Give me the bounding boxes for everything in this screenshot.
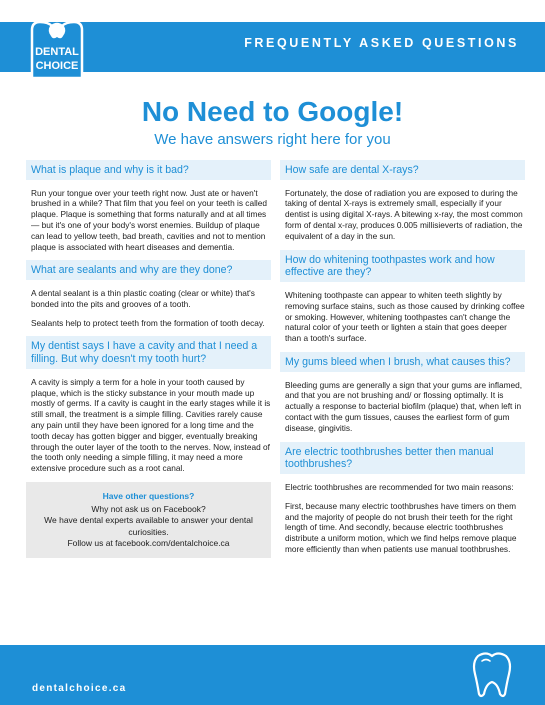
faq-question-cavity: My dentist says I have a cavity and that I need a filling. But why doesn't my tooth hurt? [26,336,271,368]
footer-band [0,645,545,705]
faq-answer: A cavity is simply a term for a hole in your tooth caused by plaque, which is the sticky substance in your mouth made up mostly of germs. If a cavity is caught in the early stages while it is still small, the treatment is a simple filling. Cavities rarely cause any pain until they have been ignored for a long time and the tooth decay has gotten bigger and bigger, eventually breaking through the outer layer of the tooth to the nerves. Now, instead of the tooth only needing a simple filling, it may need a more extensive procedure such as a root canal. [31,376,271,474]
faq-answer: Sealants help to protect teeth from the formation of tooth decay. [31,317,265,328]
facebook-callout [26,482,271,558]
faq-answer: First, because many electric toothbrushes have timers on them and the majority of people do not brush their teeth for the right length of time. And secondly, because electric toothbrushes distribute a uniform motion, which we find helps remove plaque more efficiently than when patients use manual toothbrushes. [285,500,517,554]
faq-question-electric: Are electric toothbrushes better then manual toothbrushes? [280,442,525,474]
tooth-logo-icon [49,23,66,38]
right-column [280,160,525,563]
faq-question-gums: My gums bleed when I brush, what causes this? [280,352,525,372]
callout-line: We have dental experts available to answer your dental curiosities. [44,515,253,537]
left-column [26,160,271,558]
footer-url: dentalchoice.ca [32,683,127,694]
dental-choice-logo [30,18,84,82]
faq-question-plaque: What is plaque and why is it bad? [26,160,271,180]
tooth-icon [470,650,514,700]
callout-line: Follow us at facebook.com/dentalchoice.ca [67,538,230,549]
faq-question-sealants: What are sealants and why are they done? [26,260,271,280]
faq-question-xrays: How safe are dental X-rays? [280,160,525,180]
faq-answer: Run your tongue over your teeth right now. Just ate or haven't brushed in a while? That film that you feel on your teeth is called plaque. Plaque is something that forms naturally and at all times — but it's one of your body's worst enemies. Buildup of plaque can lead to yellow teeth, bad breath, cavities and not to mention plaque is associated with heart diseases and dementia. [31,187,267,252]
faq-answer: Fortunately, the dose of radiation you are exposed to during the taking of dental X-rays is extremely small, especially if your dentist is using digital X-rays. A bitewing x-ray, the most common form of dental x-ray, produces 0.005 millisieverts of radiation, the equivalent of a day in the sun. [285,187,523,241]
page-title: No Need to Google! [141,96,404,127]
header-title: FREQUENTLY ASKED QUESTIONS [244,36,519,50]
page-subtitle: We have answers right here for you [154,131,391,148]
callout-line: Why not ask us on Facebook? [91,503,206,514]
faq-question-whitening: How do whitening toothpastes work and how effective are they? [280,250,525,282]
faq-answer: Electric toothbrushes are recommended for two main reasons: [285,481,514,492]
faq-answer: Bleeding gums are generally a sign that your gums are inflamed, and that you are not brushing and/ or flossing optimally. It is actually a response to bacterial biofilm (plaque) that, when left in contact with the gum tissues, causes the earliest form of gum disease, gingivitis. [285,379,523,433]
logo-line-1: DENTAL [35,46,79,58]
faq-answer: A dental sealant is a thin plastic coating (clear or white) that's bonded into the pits and grooves of a tooth. [31,288,255,309]
faq-answer: Whitening toothpaste can appear to whiten teeth slightly by removing surface stains, such as those caused by drinking coffee or smoking. However, whitening toothpastes can't change the natural color of your teeth or lighten a stain that goes deeper than a tooth's surface. [285,290,525,344]
callout-title: Have other questions? [102,490,195,501]
logo-line-2: CHOICE [35,60,79,72]
